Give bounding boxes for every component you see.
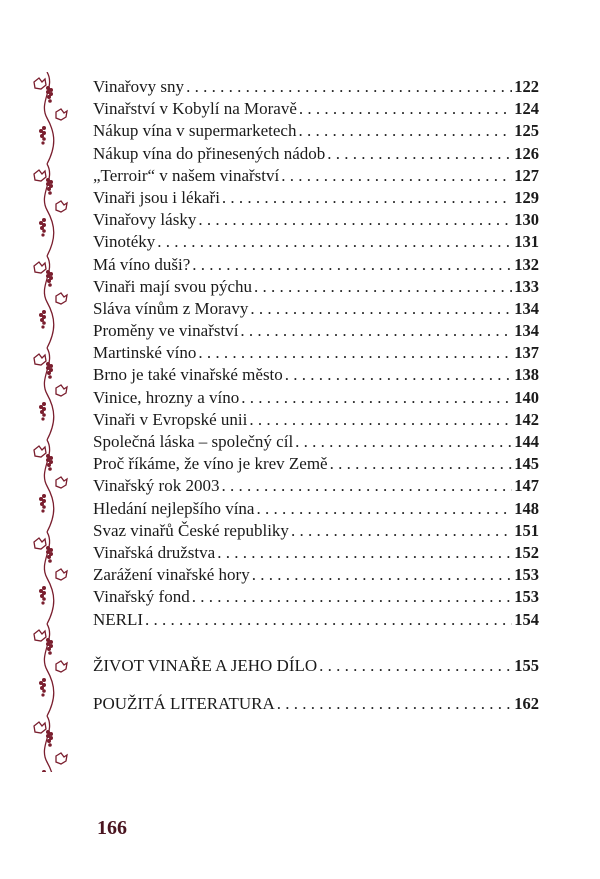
dot-leader	[192, 586, 513, 608]
toc-entry-title: Nákup vína do přinesených nádob	[93, 143, 326, 163]
toc-entry-page: 133	[514, 276, 539, 296]
toc-entry-title: Vinotéky	[93, 232, 156, 252]
dot-leader	[252, 564, 513, 586]
toc-entry-title: Společná láska – společný cíl	[93, 432, 294, 451]
dot-leader	[298, 120, 512, 142]
toc-entry[interactable]	[93, 276, 539, 298]
toc-entry[interactable]	[93, 120, 539, 142]
toc-entry[interactable]	[93, 342, 539, 364]
dot-leader	[291, 520, 512, 542]
toc-entry-page: 130	[514, 210, 539, 230]
toc-entry-title: Sláva vínům z Moravy	[93, 298, 249, 318]
toc-section[interactable]	[93, 693, 539, 715]
dot-leader	[249, 409, 512, 431]
toc-entry[interactable]	[93, 409, 539, 431]
toc-entry[interactable]	[93, 320, 539, 342]
toc-entry-title: Nákup vína v supermarketech	[93, 121, 297, 141]
toc-entry[interactable]	[93, 586, 539, 608]
table-of-contents	[93, 76, 539, 715]
toc-entry-title: Vinařství v Kobylí na Moravě	[93, 99, 297, 119]
toc-entry-page: 132	[514, 254, 539, 274]
toc-entry[interactable]	[93, 364, 539, 386]
toc-entry-page: 144	[514, 432, 539, 451]
toc-entry[interactable]	[93, 520, 539, 542]
toc-entry-title: Vinařský rok 2003	[93, 476, 220, 496]
toc-entry[interactable]	[93, 254, 539, 276]
grapevine-border-icon	[26, 72, 68, 772]
toc-entry-title: Vinařská družstva	[93, 542, 216, 562]
dot-leader	[250, 298, 512, 320]
page-number: 166	[97, 817, 127, 839]
toc-entry-page: 147	[514, 476, 539, 496]
toc-entry[interactable]	[93, 542, 539, 564]
dot-leader	[198, 209, 512, 231]
toc-entry-page: 140	[514, 387, 539, 407]
dot-leader	[240, 320, 512, 342]
toc-entry[interactable]	[93, 475, 539, 497]
dot-leader	[281, 165, 512, 187]
toc-entry-page: 134	[514, 321, 539, 341]
toc-entry-title: Svaz vinařů České republiky	[93, 520, 289, 540]
toc-entry-page: 126	[514, 143, 539, 163]
dot-leader	[330, 453, 513, 475]
toc-entry-page: 154	[514, 609, 539, 629]
dot-leader	[254, 276, 512, 298]
toc-entry-page: 148	[514, 498, 539, 518]
toc-entry-page: 153	[514, 587, 539, 607]
toc-entry-page: 152	[514, 542, 539, 562]
dot-leader	[186, 76, 512, 98]
toc-entry-page: 151	[514, 520, 539, 540]
toc-entry-page: 131	[514, 232, 539, 252]
toc-entry-title: Vinaři mají svou pýchu	[93, 276, 253, 296]
dot-leader	[217, 542, 512, 564]
dot-leader	[157, 231, 512, 253]
dot-leader	[256, 498, 512, 520]
toc-entry-title: Martinské víno	[93, 343, 197, 363]
toc-entry-page: 125	[514, 121, 539, 141]
toc-entry-title: Zarážení vinařské hory	[93, 565, 250, 585]
dot-leader	[327, 143, 512, 165]
toc-entry-title: Proč říkáme, že víno je krev Země	[93, 454, 328, 474]
toc-entry-page: 129	[514, 187, 539, 207]
toc-entry-title: Vinařovy sny	[93, 77, 185, 96]
toc-entry[interactable]	[93, 165, 539, 187]
toc-entry-page: 127	[514, 165, 539, 185]
dot-leader	[319, 655, 512, 677]
toc-entry[interactable]	[93, 387, 539, 409]
toc-entry-page: 153	[514, 565, 539, 585]
toc-entry-title: NERLI	[93, 609, 144, 629]
toc-entry-title: „Terroir“ v našem vinařství	[93, 165, 280, 185]
toc-entry-page: 137	[514, 343, 539, 363]
toc-entry-title: Hledání nejlepšího vína	[93, 498, 255, 518]
dot-leader	[222, 187, 512, 209]
toc-entry[interactable]	[93, 498, 539, 520]
toc-entry-title: Vinařský fond	[93, 587, 190, 607]
toc-entry-title: Má víno duši?	[93, 254, 191, 274]
toc-section-page: 162	[514, 693, 539, 713]
dot-leader	[295, 431, 512, 453]
toc-entry[interactable]	[93, 609, 539, 631]
toc-entry-title: Vinice, hrozny a víno	[93, 387, 240, 407]
toc-entry[interactable]	[93, 231, 539, 253]
toc-entry[interactable]	[93, 76, 539, 98]
dot-leader	[192, 254, 512, 276]
toc-entry-title: Brno je také vinařské město	[93, 365, 283, 385]
toc-entry[interactable]	[93, 143, 539, 165]
toc-section[interactable]	[93, 655, 539, 677]
toc-entry-page: 138	[514, 365, 539, 385]
toc-entry-title: Proměny ve vinařství	[93, 321, 239, 341]
toc-entry[interactable]	[93, 453, 539, 475]
toc-entry-title: Vinařovy lásky	[93, 210, 197, 230]
toc-section-page: 155	[514, 655, 539, 675]
dot-leader	[285, 364, 512, 386]
toc-entry-page: 122	[514, 77, 539, 96]
dot-leader	[241, 387, 512, 409]
dot-leader	[145, 609, 512, 631]
toc-entry[interactable]	[93, 187, 539, 209]
dot-leader	[198, 342, 512, 364]
toc-entry[interactable]	[93, 431, 539, 453]
toc-entry-title: Vinaři jsou i lékaři	[93, 187, 220, 207]
toc-entry[interactable]	[93, 564, 539, 586]
toc-entry-page: 134	[514, 298, 539, 318]
toc-entry[interactable]	[93, 298, 539, 320]
toc-section-title: POUŽITÁ LITERATURA	[93, 693, 275, 713]
dot-leader	[277, 693, 512, 715]
toc-entry-title: Vinaři v Evropské unii	[93, 409, 248, 429]
toc-entry[interactable]	[93, 209, 539, 231]
toc-section-title: ŽIVOT VINAŘE A JEHO DÍLO	[93, 655, 318, 675]
toc-entry-page: 142	[514, 409, 539, 429]
toc-entries	[93, 76, 539, 631]
toc-entry[interactable]	[93, 98, 539, 120]
dot-leader	[221, 475, 512, 497]
dot-leader	[299, 98, 512, 120]
toc-entry-page: 145	[514, 454, 539, 474]
toc-entry-page: 124	[514, 99, 539, 119]
